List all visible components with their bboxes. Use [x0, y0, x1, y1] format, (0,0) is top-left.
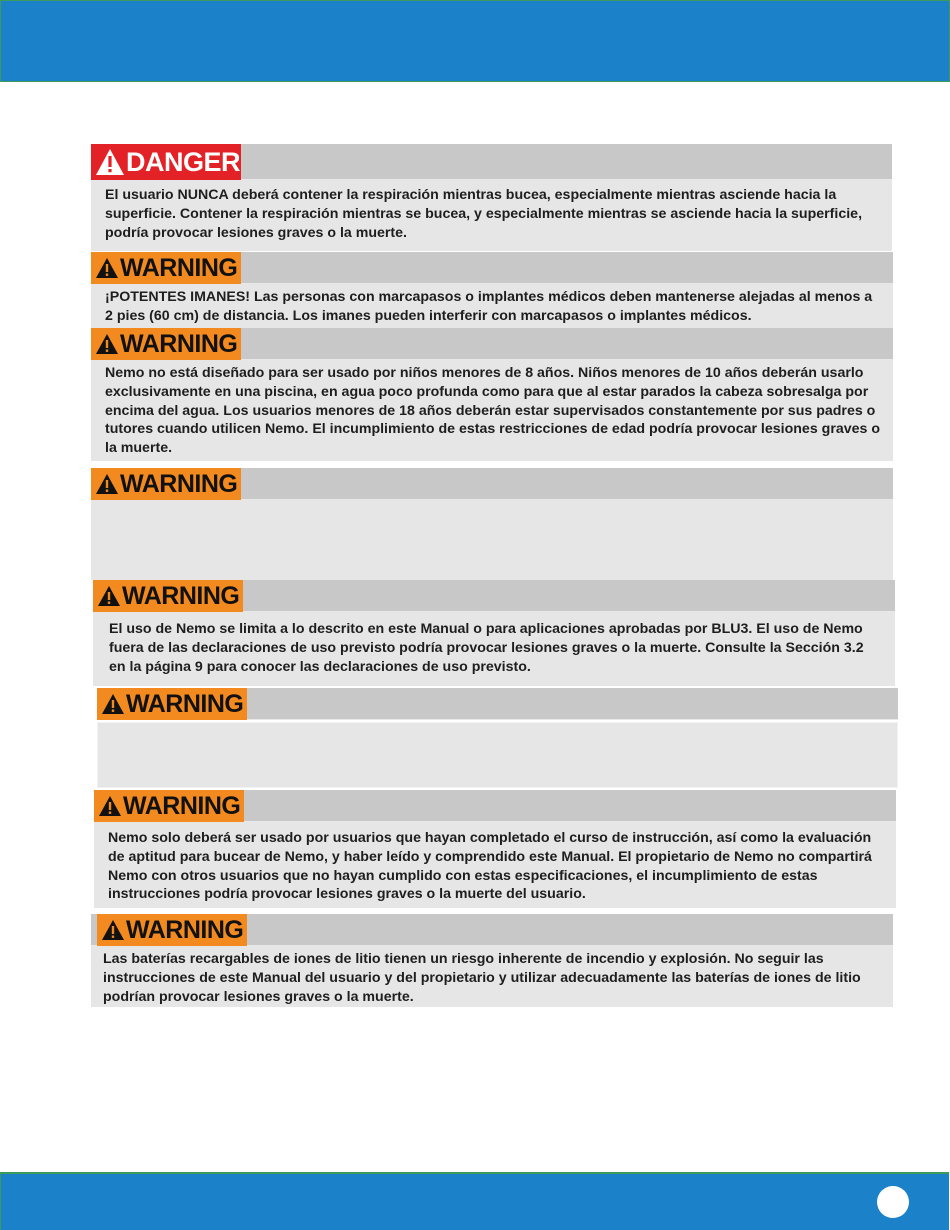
warning-label-text: WARNING	[120, 469, 238, 498]
warning-header	[93, 580, 895, 612]
warning-text	[97, 722, 898, 788]
warning-triangle-icon	[95, 333, 119, 355]
warning-text: Las baterías recargables de iones de litio tienen un riesgo inherente de incendio y explosión. No seguir las instrucciones de este Manual del usuario y del propietario y utilizar adecuadamente las baterías de iones de litio podrían provocar lesiones graves o la muerte.	[91, 946, 893, 1007]
bottom-footer-bar	[0, 1172, 949, 1230]
warning-notice-empty	[97, 688, 898, 788]
warning-text	[91, 500, 893, 580]
warning-header	[97, 688, 898, 720]
warning-notice-age	[91, 328, 893, 461]
warning-label	[97, 914, 247, 946]
warning-header	[91, 328, 893, 360]
warning-label	[94, 790, 244, 822]
danger-label	[91, 144, 241, 180]
warning-triangle-icon	[98, 795, 122, 817]
warning-triangle-icon	[101, 919, 125, 941]
warning-text: Nemo no está diseñado para ser usado por niños menores de 8 años. Niños menores de 10 años deberán usarlo exclusivamente en una piscina, en agua poco profunda como para que al estar parados la cabeza sobresalga por encima del agua. Los usuarios menores de 18 años deberán estar supervisados constantemente por sus padres o tutores cuando utilicen Nemo. El incumplimiento de estas restricciones de edad podría provocar lesiones graves o la muerte.	[91, 360, 893, 461]
danger-label-text: DANGER	[126, 146, 241, 177]
warning-triangle-icon	[95, 473, 119, 495]
warning-label-text: WARNING	[126, 915, 244, 944]
page-number-circle	[877, 1186, 909, 1218]
warning-label	[93, 580, 243, 612]
danger-text: El usuario NUNCA deberá contener la respiración mientras bucea, especialmente mientras asciende hacia la superficie. Contener la respiración mientras se bucea, y especialmente mientras se asciende hacia la superficie, podría provocar lesiones graves o la muerte.	[91, 180, 892, 251]
warning-label-text: WARNING	[122, 581, 240, 610]
warning-label	[91, 468, 241, 500]
warning-label	[91, 252, 241, 284]
top-header-bar	[0, 0, 950, 82]
warning-notice-batteries	[91, 914, 893, 1007]
warning-header	[91, 468, 893, 500]
warning-text: ¡POTENTES IMANES! Las personas con marcapasos o implantes médicos deben mantenerse alejadas al menos a 2 pies (60 cm) de distancia. Los imanes pueden interferir con marcapasos o implantes médicos.	[91, 284, 893, 328]
warning-label-text: WARNING	[120, 253, 238, 282]
warning-label	[91, 328, 241, 360]
warning-triangle-icon	[95, 148, 125, 176]
danger-header	[91, 144, 892, 180]
warning-label	[97, 688, 247, 720]
warning-notice-empty	[91, 468, 893, 580]
warning-text: El uso de Nemo se limita a lo descrito en este Manual o para aplicaciones aprobadas por BLU3. El uso de Nemo fuera de las declaraciones de uso previsto podría provocar lesiones graves o la muerte. Consulte la Sección 3.2 en la página 9 para conocer las declaraciones de uso previsto.	[93, 612, 895, 686]
warning-header	[91, 914, 893, 946]
warning-triangle-icon	[95, 257, 119, 279]
warning-text: Nemo solo deberá ser usado por usuarios que hayan completado el curso de instrucción, así como la evaluación de aptitud para bucear de Nemo, y haber leído y comprendido este Manual. El propietario de Nemo no compartirá Nemo con otros usuarios que no hayan cumplido con estas especificaciones, el incumplimiento de estas instrucciones podría provocar lesiones graves o la muerte del usuario.	[94, 822, 896, 908]
danger-notice	[91, 144, 892, 251]
warning-notice-intended-use	[93, 580, 895, 686]
warning-notice-magnets	[91, 252, 893, 328]
warning-label-text: WARNING	[120, 329, 238, 358]
warning-label-text: WARNING	[123, 791, 241, 820]
warning-triangle-icon	[97, 585, 121, 607]
warning-header	[94, 790, 896, 822]
warning-triangle-icon	[101, 693, 125, 715]
warning-label-text: WARNING	[126, 689, 244, 718]
warning-header	[91, 252, 893, 284]
warning-notice-training	[94, 790, 896, 908]
